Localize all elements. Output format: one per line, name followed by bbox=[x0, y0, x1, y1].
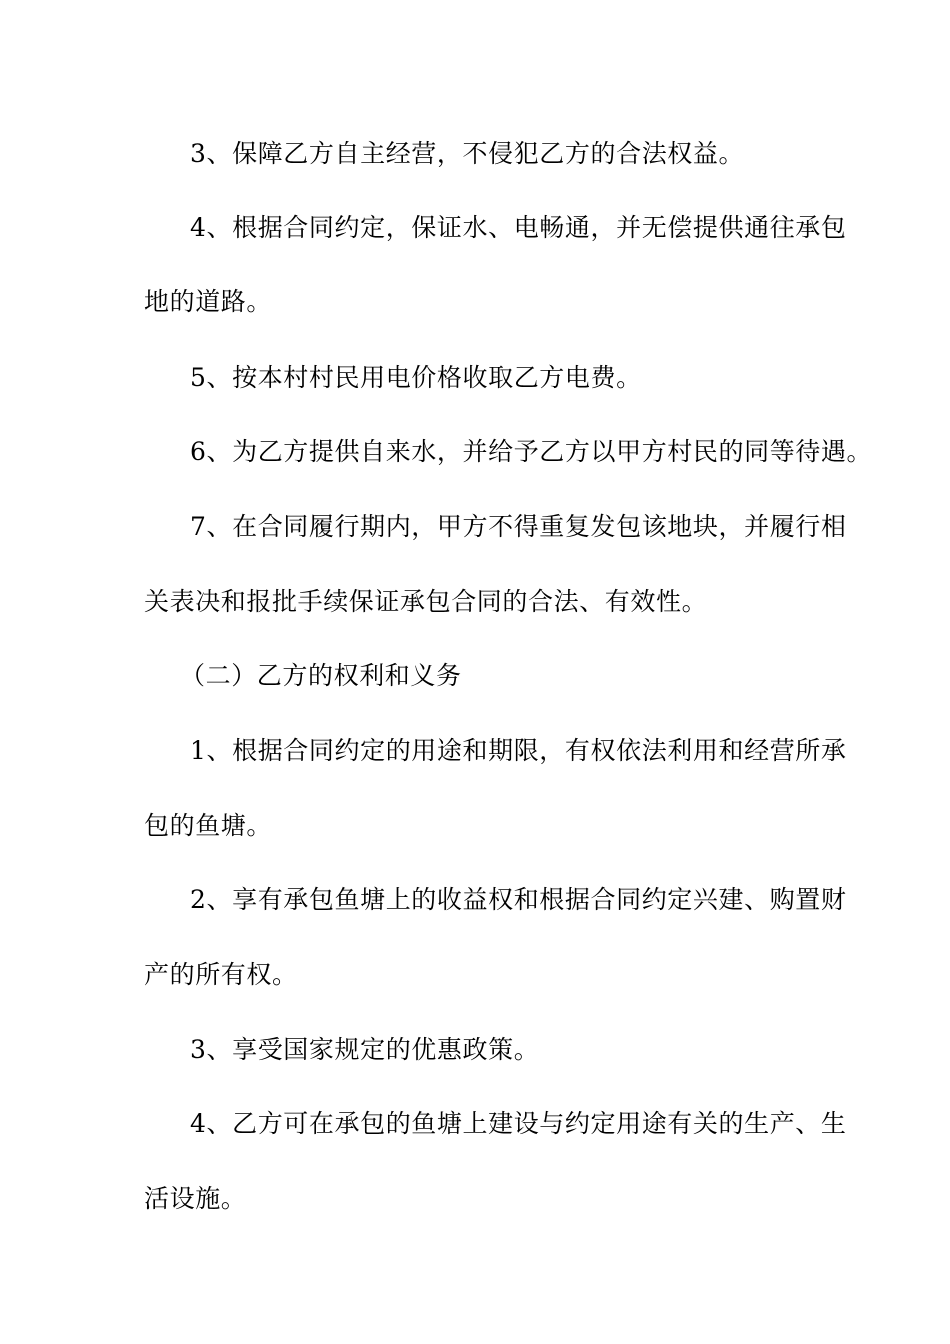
para-9-line-1: 3、享受国家规定的优惠政策。 bbox=[190, 1035, 540, 1064]
para-3-line-1: 5、按本村村民用电价格收取乙方电费。 bbox=[190, 363, 642, 392]
para-7-line-1: 1、根据合同约定的用途和期限，有权依法利用和经营所承 bbox=[190, 736, 847, 765]
para-5-line-2: 关表决和报批手续保证承包合同的合法、有效性。 bbox=[144, 587, 708, 616]
para-8-line-1: 2、享有承包鱼塘上的收益权和根据合同约定兴建、购置财 bbox=[190, 885, 847, 914]
section-heading: （二）乙方的权利和义务 bbox=[180, 661, 462, 690]
para-8-line-2: 产的所有权。 bbox=[144, 960, 298, 989]
para-4-line-1: 6、为乙方提供自来水，并给予乙方以甲方村民的同等待遇。 bbox=[190, 437, 873, 466]
para-2-line-1: 4、根据合同约定，保证水、电畅通，并无偿提供通往承包 bbox=[190, 213, 847, 242]
para-1-line-1: 3、保障乙方自主经营，不侵犯乙方的合法权益。 bbox=[190, 139, 745, 168]
para-10-line-2: 活设施。 bbox=[144, 1184, 247, 1213]
para-5-line-1: 7、在合同履行期内，甲方不得重复发包该地块，并履行相 bbox=[190, 512, 847, 541]
para-10-line-1: 4、乙方可在承包的鱼塘上建设与约定用途有关的生产、生 bbox=[190, 1109, 847, 1138]
para-2-line-2: 地的道路。 bbox=[144, 287, 273, 316]
para-7-line-2: 包的鱼塘。 bbox=[144, 811, 273, 840]
